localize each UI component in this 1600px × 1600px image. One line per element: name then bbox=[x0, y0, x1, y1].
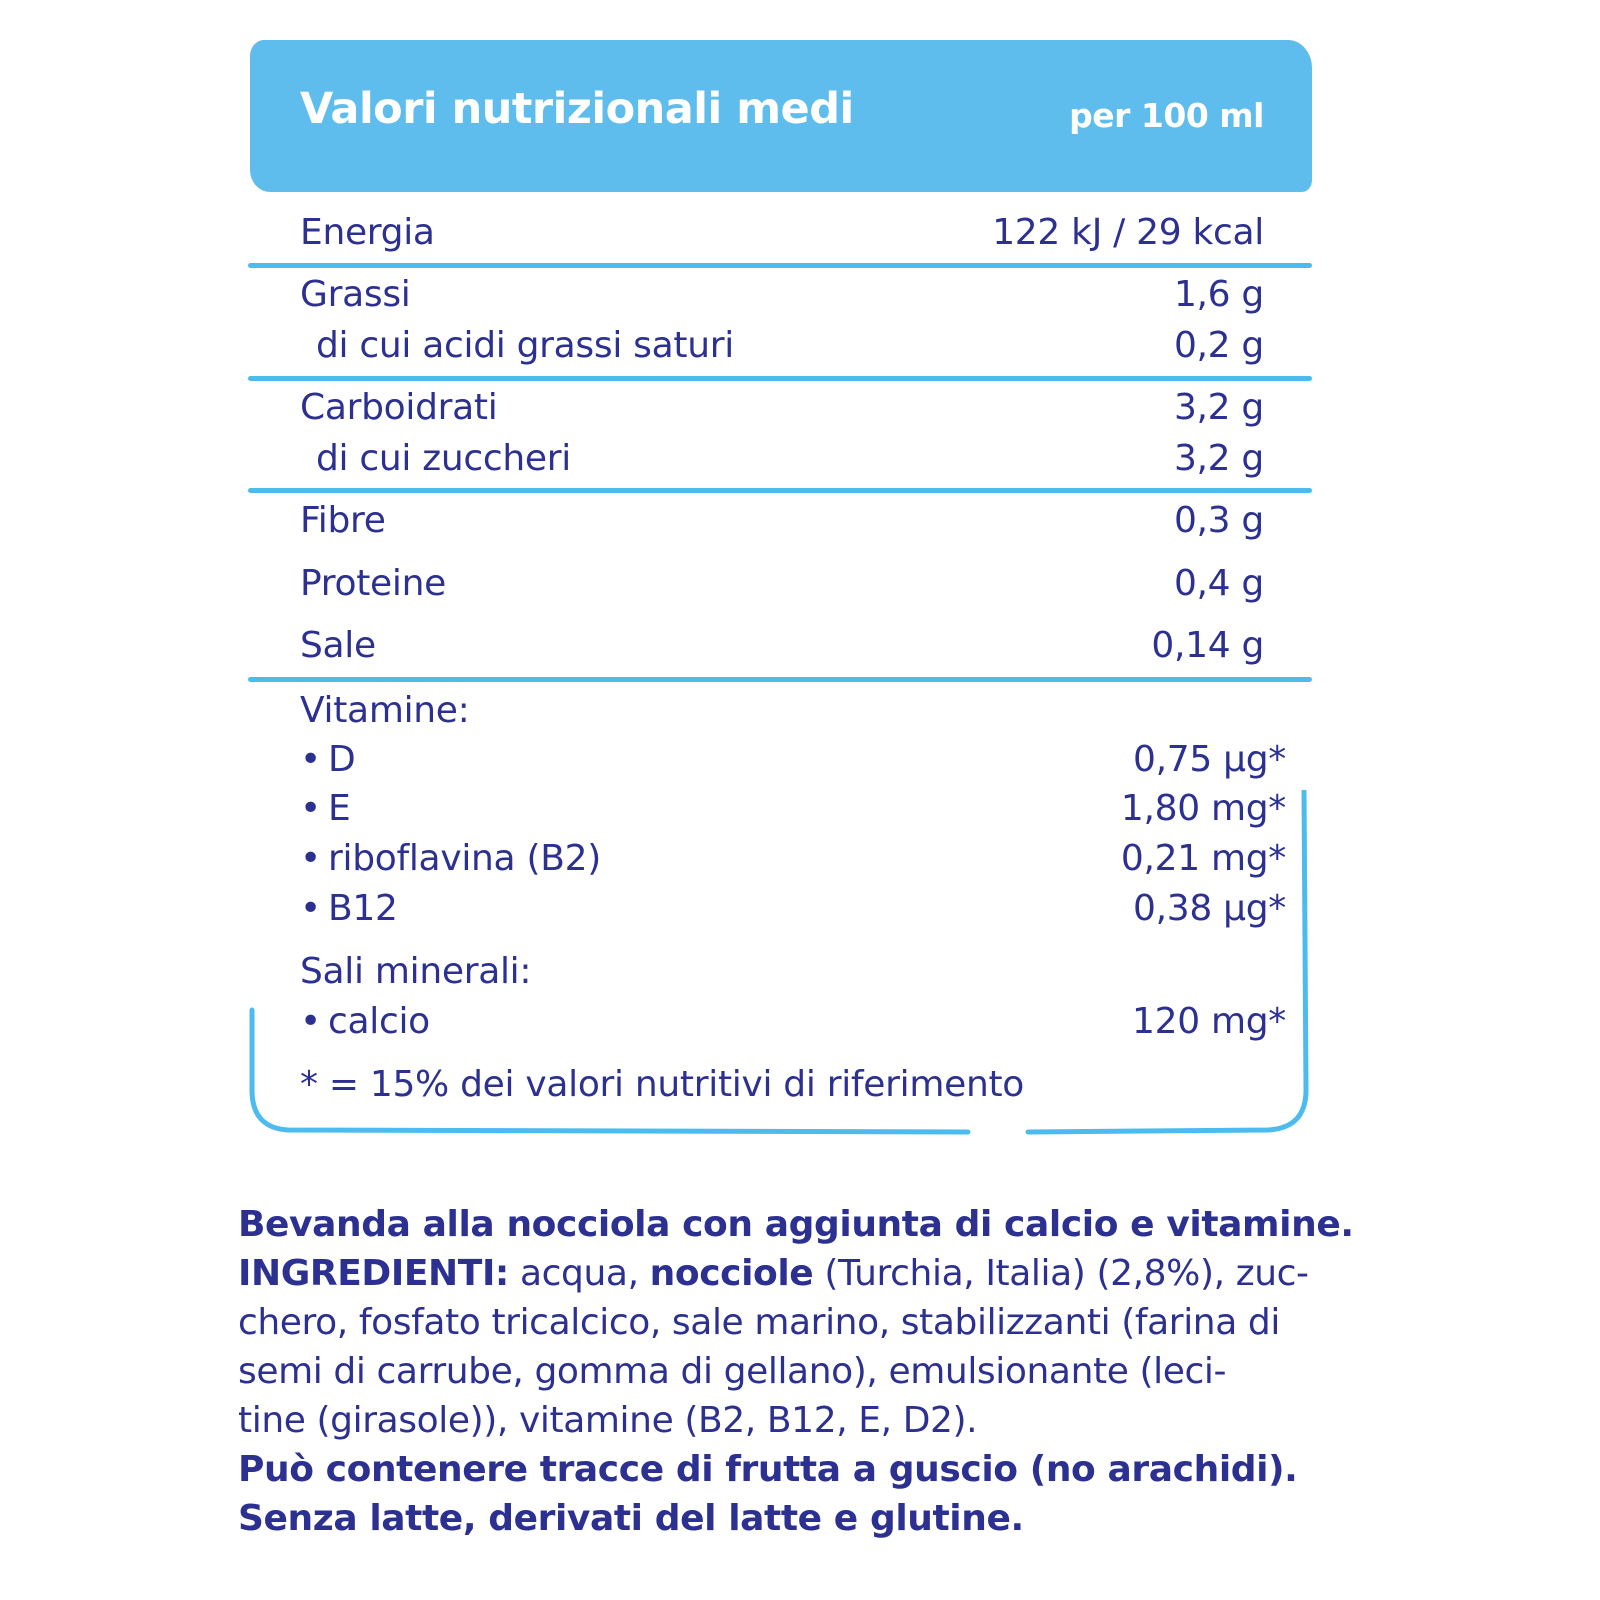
vitamin-row bbox=[0, 888, 1600, 940]
allergen-warning bbox=[238, 1445, 1398, 1494]
nutrient-value: 0,4 g bbox=[1173, 563, 1264, 604]
vitamin-value: 0,75 µg* bbox=[1133, 739, 1286, 780]
vitamin-value: 0,21 mg* bbox=[1120, 838, 1286, 879]
ingredients-allergen: nocciole bbox=[649, 1253, 814, 1294]
nutrient-row-energia bbox=[0, 212, 1600, 264]
free-from-text: Senza latte, derivati del latte e glutine. bbox=[238, 1498, 1024, 1539]
nutrient-value: 0,3 g bbox=[1173, 500, 1264, 541]
nutrient-label: Sale bbox=[300, 625, 376, 666]
allergen-warning-text: Può contenere tracce di frutta a guscio (no arachidi). bbox=[238, 1449, 1298, 1490]
free-from-statement bbox=[238, 1494, 1398, 1543]
vitamins-heading: Vitamine: bbox=[300, 690, 470, 731]
nutrient-value: 122 kJ / 29 kcal bbox=[992, 212, 1264, 253]
minerals-heading: Sali minerali: bbox=[300, 951, 532, 992]
ingredients-line-4: tine (girasole)), vitamine (B2, B12, E, D2). bbox=[238, 1400, 978, 1441]
mineral-row bbox=[0, 1001, 1600, 1053]
nutrient-label: Proteine bbox=[300, 563, 446, 604]
nutrient-row-proteine bbox=[0, 563, 1600, 615]
vitamin-value: 0,38 µg* bbox=[1133, 888, 1286, 929]
nutrient-value: 0,14 g bbox=[1151, 625, 1264, 666]
vitamin-label: D bbox=[328, 739, 356, 780]
mineral-label: calcio bbox=[328, 1001, 430, 1042]
nutrient-row-sale bbox=[0, 625, 1600, 677]
vitamin-row bbox=[0, 838, 1600, 890]
vitamin-value: 1,80 mg* bbox=[1120, 788, 1286, 829]
nutrient-label: Energia bbox=[300, 212, 435, 253]
section-divider bbox=[248, 263, 1312, 268]
vitamins-heading-row bbox=[0, 690, 1600, 742]
section-divider bbox=[248, 376, 1312, 381]
vitamin-label: E bbox=[328, 788, 351, 829]
mineral-value: 120 mg* bbox=[1132, 1001, 1286, 1042]
bullet: • bbox=[300, 1001, 322, 1042]
nutrient-row-grassi bbox=[0, 274, 1600, 326]
bullet: • bbox=[300, 788, 322, 829]
ingredients-line-1 bbox=[238, 1249, 1398, 1298]
nutrition-unit: per 100 ml bbox=[1069, 96, 1264, 135]
ingredients-line-2: chero, fosfato tricalcico, sale marino, stabilizzanti (farina di bbox=[238, 1302, 1280, 1343]
ingredients-block bbox=[238, 1200, 1398, 1543]
ingredients-text: acqua, bbox=[508, 1253, 650, 1294]
nutrient-value: 1,6 g bbox=[1173, 274, 1264, 315]
ingredients-text: (Turchia, Italia) (2,8%), zuc- bbox=[813, 1253, 1309, 1294]
nutrient-value: 3,2 g bbox=[1173, 438, 1264, 479]
vitamin-label: B12 bbox=[328, 888, 398, 929]
ingredients-line-3: semi di carrube, gomma di gellano), emulsionante (leci- bbox=[238, 1351, 1227, 1392]
nutrient-row-carboidrati bbox=[0, 387, 1600, 439]
bullet: • bbox=[300, 739, 322, 780]
product-description bbox=[238, 1200, 1398, 1249]
section-divider bbox=[248, 488, 1312, 493]
bullet: • bbox=[300, 838, 322, 879]
ingredients-label: INGREDIENTI: bbox=[238, 1253, 509, 1294]
nutrition-header bbox=[250, 40, 1312, 192]
nutrient-label: di cui zuccheri bbox=[316, 438, 571, 479]
vitamin-row bbox=[0, 739, 1600, 791]
nutrient-value: 0,2 g bbox=[1173, 325, 1264, 366]
minerals-heading-row bbox=[0, 951, 1600, 1003]
footnote: * = 15% dei valori nutritivi di riferimento bbox=[300, 1064, 1025, 1105]
nutrient-label: di cui acidi grassi saturi bbox=[316, 325, 734, 366]
nutrition-title: Valori nutrizionali medi bbox=[300, 84, 854, 134]
nutrient-label: Grassi bbox=[300, 274, 411, 315]
vitamin-label: riboflavina (B2) bbox=[328, 838, 601, 879]
bullet: • bbox=[300, 888, 322, 929]
nutrient-row-zuccheri bbox=[0, 438, 1600, 490]
vitamin-row bbox=[0, 788, 1600, 840]
nutrient-label: Carboidrati bbox=[300, 387, 498, 428]
nutrient-value: 3,2 g bbox=[1173, 387, 1264, 428]
nutrient-row-saturi bbox=[0, 325, 1600, 377]
nutrient-row-fibre bbox=[0, 500, 1600, 552]
product-description-text: Bevanda alla nocciola con aggiunta di calcio e vitamine. bbox=[238, 1204, 1354, 1245]
nutrient-label: Fibre bbox=[300, 500, 386, 541]
section-divider bbox=[248, 677, 1312, 682]
footnote-row bbox=[0, 1064, 1600, 1116]
